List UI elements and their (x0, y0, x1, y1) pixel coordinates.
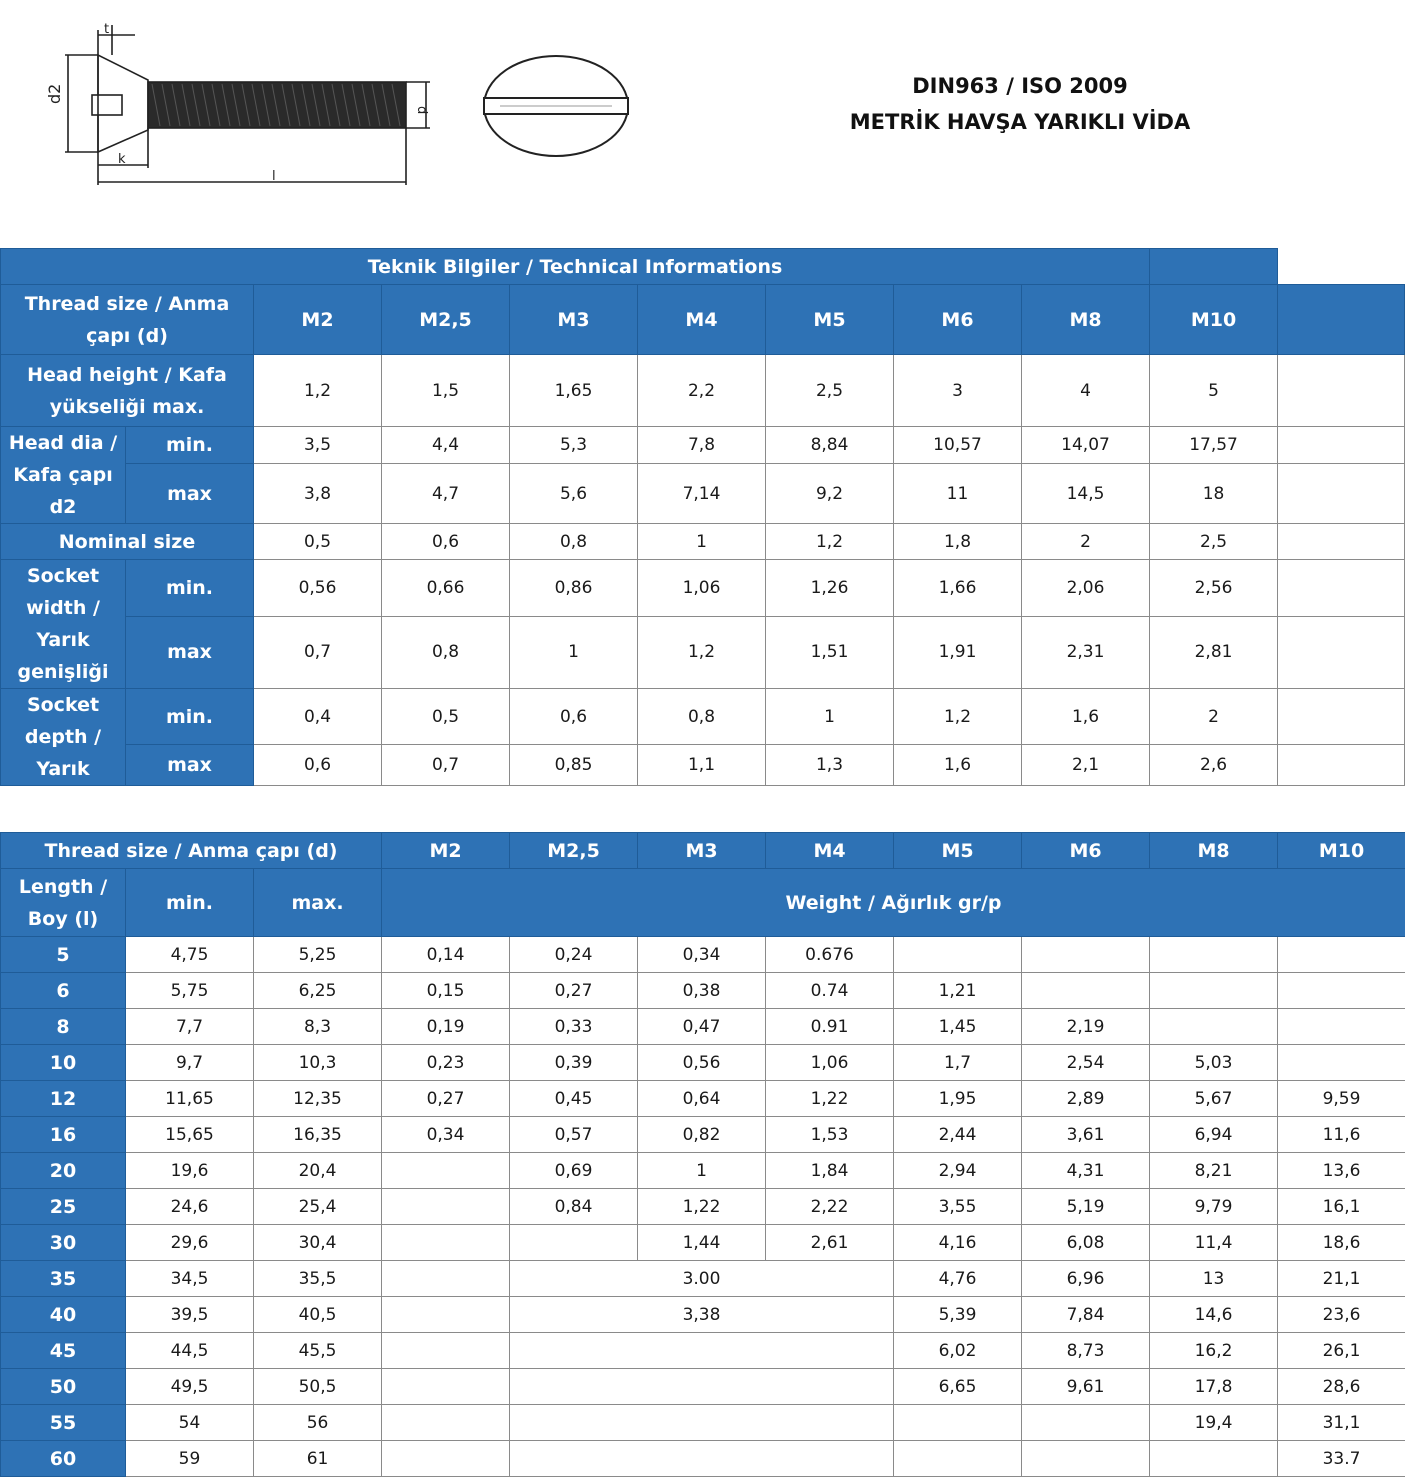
table-cell: 3,61 (1022, 1117, 1150, 1153)
table-cell: 8,84 (766, 427, 894, 464)
table-cell (1278, 1009, 1405, 1045)
table-cell: 11,6 (1278, 1117, 1405, 1153)
table-cell: 0,27 (510, 973, 638, 1009)
table-cell: 31,1 (1278, 1405, 1405, 1441)
product-title: METRİK HAVŞA YARIKLI VİDA (820, 104, 1220, 140)
table-cell: 4 (1022, 355, 1150, 427)
table-cell: 34,5 (126, 1261, 254, 1297)
table-cell: 5,67 (1150, 1081, 1278, 1117)
table-cell: 1,84 (766, 1153, 894, 1189)
table-cell (382, 1261, 510, 1297)
min-label: min. (126, 869, 254, 937)
size-header: M10 (1150, 285, 1278, 355)
table-cell (510, 1369, 894, 1405)
table-cell: 1,66 (894, 560, 1022, 617)
length-cell: 5 (1, 937, 126, 973)
table-cell: 0,56 (254, 560, 382, 617)
table-cell: 7,84 (1022, 1297, 1150, 1333)
size-header: M5 (894, 833, 1022, 869)
table-cell: 0,8 (382, 616, 510, 688)
table-cell (510, 1225, 638, 1261)
table-cell: 0,14 (382, 937, 510, 973)
table-cell: 13,6 (1278, 1153, 1405, 1189)
table-cell: 19,6 (126, 1153, 254, 1189)
table-cell: 0,27 (382, 1081, 510, 1117)
table-cell: 1,06 (638, 560, 766, 617)
table-cell (382, 1225, 510, 1261)
table-cell (382, 1441, 510, 1477)
weight-table (0, 832, 1405, 1477)
table-cell: 24,6 (126, 1189, 254, 1225)
table-cell: 28,6 (1278, 1369, 1405, 1405)
table-cell: 1,06 (766, 1045, 894, 1081)
table-cell: 9,7 (126, 1045, 254, 1081)
size-header: M6 (1022, 833, 1150, 869)
length-cell: 55 (1, 1405, 126, 1441)
length-cell: 60 (1, 1441, 126, 1477)
length-cell: 10 (1, 1045, 126, 1081)
table-cell: 0,34 (638, 937, 766, 973)
max-label: max. (254, 869, 382, 937)
nominal-row (1, 524, 1405, 560)
title-block (820, 68, 1220, 140)
table-cell: 6,08 (1022, 1225, 1150, 1261)
table-cell: 0,4 (254, 689, 382, 745)
tech-banner-extra (1150, 249, 1278, 285)
table-cell: 0,85 (510, 745, 638, 786)
table-cell: 2,6 (1150, 745, 1278, 786)
table-cell (1278, 689, 1405, 745)
table-cell: 2,31 (1022, 616, 1150, 688)
table-cell: 1,44 (638, 1225, 766, 1261)
size-header: M2 (382, 833, 510, 869)
table-cell: 0,23 (382, 1045, 510, 1081)
weight-row (1, 1441, 1405, 1477)
nominal-label: Nominal size (1, 524, 254, 560)
table-cell: 6,02 (894, 1333, 1022, 1369)
max-label: max (126, 464, 254, 524)
weight-row (1, 1369, 1405, 1405)
tech-size-row (1, 285, 1405, 355)
table-cell: 18 (1150, 464, 1278, 524)
table-cell (1278, 937, 1405, 973)
table-cell: 5,3 (510, 427, 638, 464)
table-cell: 1,1 (638, 745, 766, 786)
socket-width-min-row (1, 560, 1405, 617)
table-cell (1278, 464, 1405, 524)
table-cell: 19,4 (1150, 1405, 1278, 1441)
table-cell: 5,6 (510, 464, 638, 524)
table-cell: 0,57 (510, 1117, 638, 1153)
table-cell: 11,4 (1150, 1225, 1278, 1261)
table-cell: 9,61 (1022, 1369, 1150, 1405)
table-cell: 0,5 (254, 524, 382, 560)
table-cell: 6,65 (894, 1369, 1022, 1405)
table-cell: 23,6 (1278, 1297, 1405, 1333)
size-header: M5 (766, 285, 894, 355)
table-cell: 2,89 (1022, 1081, 1150, 1117)
table-cell: 7,8 (638, 427, 766, 464)
table-cell: 1 (766, 689, 894, 745)
table-cell: 2,5 (1150, 524, 1278, 560)
table-cell: 8,73 (1022, 1333, 1150, 1369)
head-dia-max-row (1, 464, 1405, 524)
weight-thread-label: Thread size / Anma çapı (d) (1, 833, 382, 869)
length-cell: 16 (1, 1117, 126, 1153)
weight-row (1, 1405, 1405, 1441)
table-cell (1022, 937, 1150, 973)
table-cell: 0.676 (766, 937, 894, 973)
length-cell: 8 (1, 1009, 126, 1045)
table-cell: 15,65 (126, 1117, 254, 1153)
table-cell: 2,06 (1022, 560, 1150, 617)
weight-row (1, 1261, 1405, 1297)
max-label: max (126, 616, 254, 688)
label-t: t (104, 22, 109, 37)
table-cell: 0,6 (382, 524, 510, 560)
thread-size-label: Thread size / Anma çapı (d) (1, 285, 254, 355)
table-cell: 45,5 (254, 1333, 382, 1369)
length-cell: 45 (1, 1333, 126, 1369)
table-cell: 50,5 (254, 1369, 382, 1405)
size-header: M2,5 (510, 833, 638, 869)
length-cell: 20 (1, 1153, 126, 1189)
table-cell: 0,7 (382, 745, 510, 786)
table-cell: 0,86 (510, 560, 638, 617)
socket-width-max-row (1, 616, 1405, 688)
table-cell: 14,07 (1022, 427, 1150, 464)
table-cell: 39,5 (126, 1297, 254, 1333)
table-cell: 0,8 (638, 689, 766, 745)
table-cell: 1,6 (1022, 689, 1150, 745)
table-cell: 2,44 (894, 1117, 1022, 1153)
table-cell: 2 (1150, 689, 1278, 745)
table-cell: 0,38 (638, 973, 766, 1009)
min-label: min. (126, 689, 254, 745)
table-cell: 7,7 (126, 1009, 254, 1045)
technical-table (0, 248, 1405, 786)
table-cell: 4,7 (382, 464, 510, 524)
table-cell: 5 (1150, 355, 1278, 427)
table-cell: 2,5 (766, 355, 894, 427)
table-cell: 2,22 (766, 1189, 894, 1225)
table-cell (382, 1369, 510, 1405)
table-cell: 1,5 (382, 355, 510, 427)
table-cell: 8,3 (254, 1009, 382, 1045)
table-cell: 2,19 (1022, 1009, 1150, 1045)
table-cell: 1 (638, 1153, 766, 1189)
min-label: min. (126, 560, 254, 617)
head-height-row (1, 355, 1405, 427)
table-cell: 0,7 (254, 616, 382, 688)
table-cell: 5,25 (254, 937, 382, 973)
size-header: M3 (638, 833, 766, 869)
size-header: M4 (766, 833, 894, 869)
table-cell: 2,94 (894, 1153, 1022, 1189)
table-cell: 0,84 (510, 1189, 638, 1225)
table-cell: 4,76 (894, 1261, 1022, 1297)
table-cell: 0,5 (382, 689, 510, 745)
head-height-label: Head height / Kafa yükseliği max. (1, 355, 254, 427)
table-cell (1150, 973, 1278, 1009)
table-cell: 9,2 (766, 464, 894, 524)
table-cell (510, 1405, 894, 1441)
table-cell: 10,3 (254, 1045, 382, 1081)
weight-row (1, 1081, 1405, 1117)
table-cell: 1,8 (894, 524, 1022, 560)
table-cell: 1,91 (894, 616, 1022, 688)
table-cell: 16,2 (1150, 1333, 1278, 1369)
table-cell (382, 1405, 510, 1441)
label-k: k (118, 152, 126, 167)
table-cell: 54 (126, 1405, 254, 1441)
table-cell: 9,79 (1150, 1189, 1278, 1225)
table-cell: 5,19 (1022, 1189, 1150, 1225)
table-cell (1278, 560, 1405, 617)
table-cell: 5,75 (126, 973, 254, 1009)
table-cell: 8,21 (1150, 1153, 1278, 1189)
table-cell: 1,45 (894, 1009, 1022, 1045)
table-cell: 5,39 (894, 1297, 1022, 1333)
weight-row (1, 1045, 1405, 1081)
table-cell: 3.00 (510, 1261, 894, 1297)
table-cell: 0.91 (766, 1009, 894, 1045)
table-cell: 2,2 (638, 355, 766, 427)
table-cell: 1,2 (638, 616, 766, 688)
table-cell: 5,03 (1150, 1045, 1278, 1081)
table-cell: 16,35 (254, 1117, 382, 1153)
weight-row (1, 1189, 1405, 1225)
table-cell: 11 (894, 464, 1022, 524)
table-cell: 17,57 (1150, 427, 1278, 464)
table-cell: 1,95 (894, 1081, 1022, 1117)
table-cell: 0,6 (254, 745, 382, 786)
label-l: l (272, 169, 276, 184)
table-cell (1278, 1045, 1405, 1081)
table-cell: 0,47 (638, 1009, 766, 1045)
table-cell: 0,82 (638, 1117, 766, 1153)
table-cell: 0,45 (510, 1081, 638, 1117)
weight-row (1, 973, 1405, 1009)
table-cell: 3,5 (254, 427, 382, 464)
table-cell: 2,81 (1150, 616, 1278, 688)
size-header: M10 (1278, 833, 1405, 869)
tech-banner (1, 249, 1150, 285)
table-cell: 18,6 (1278, 1225, 1405, 1261)
label-d: d (414, 106, 429, 114)
socket-depth-min-row (1, 689, 1405, 745)
table-cell: 40,5 (254, 1297, 382, 1333)
table-cell (1278, 355, 1405, 427)
table-cell (1278, 616, 1405, 688)
table-cell: 4,4 (382, 427, 510, 464)
table-cell (382, 1297, 510, 1333)
table-cell (1278, 745, 1405, 786)
length-cell: 12 (1, 1081, 126, 1117)
table-cell: 1,51 (766, 616, 894, 688)
tech-banner-tr: Teknik Bilgiler (368, 256, 520, 278)
table-cell: 0,66 (382, 560, 510, 617)
table-cell (894, 1405, 1022, 1441)
table-cell: 6,25 (254, 973, 382, 1009)
table-cell (1278, 973, 1405, 1009)
socket-depth-max-row (1, 745, 1405, 786)
length-cell: 25 (1, 1189, 126, 1225)
length-cell: 6 (1, 973, 126, 1009)
table-cell: 1,6 (894, 745, 1022, 786)
table-cell: 6,96 (1022, 1261, 1150, 1297)
table-cell: 25,4 (254, 1189, 382, 1225)
table-cell: 61 (254, 1441, 382, 1477)
table-cell: 17,8 (1150, 1369, 1278, 1405)
table-cell (510, 1333, 894, 1369)
table-cell (1150, 937, 1278, 973)
table-cell: 2,56 (1150, 560, 1278, 617)
table-cell: 16,1 (1278, 1189, 1405, 1225)
table-cell: 0,8 (510, 524, 638, 560)
table-cell: 30,4 (254, 1225, 382, 1261)
table-cell: 0,33 (510, 1009, 638, 1045)
table-cell: 0,34 (382, 1117, 510, 1153)
table-cell: 2,54 (1022, 1045, 1150, 1081)
table-cell (1022, 1405, 1150, 1441)
table-cell: 29,6 (126, 1225, 254, 1261)
table-cell: 10,57 (894, 427, 1022, 464)
table-cell: 21,1 (1278, 1261, 1405, 1297)
weight-row (1, 1117, 1405, 1153)
table-cell: 1 (638, 524, 766, 560)
size-header: M8 (1150, 833, 1278, 869)
table-cell: 35,5 (254, 1261, 382, 1297)
max-label: max (126, 745, 254, 786)
table-cell (1278, 524, 1405, 560)
size-header: M6 (894, 285, 1022, 355)
table-cell (1150, 1009, 1278, 1045)
table-cell: 0,6 (510, 689, 638, 745)
table-cell: 0,15 (382, 973, 510, 1009)
table-cell: 1,65 (510, 355, 638, 427)
table-cell: 3,8 (254, 464, 382, 524)
table-cell: 1,22 (766, 1081, 894, 1117)
table-cell: 1,21 (894, 973, 1022, 1009)
size-header: M3 (510, 285, 638, 355)
table-cell: 6,94 (1150, 1117, 1278, 1153)
weight-row (1, 1153, 1405, 1189)
table-cell (1022, 973, 1150, 1009)
table-cell (894, 937, 1022, 973)
table-cell: 4,75 (126, 937, 254, 973)
table-cell: 1,3 (766, 745, 894, 786)
length-cell: 35 (1, 1261, 126, 1297)
standard-title: DIN963 / ISO 2009 (820, 68, 1220, 104)
table-cell: 11,65 (126, 1081, 254, 1117)
table-cell: 3 (894, 355, 1022, 427)
min-label: min. (126, 427, 254, 464)
table-cell (1022, 1441, 1150, 1477)
table-cell (382, 1333, 510, 1369)
length-label: Length / Boy (l) (1, 869, 126, 937)
table-cell: 1 (510, 616, 638, 688)
table-cell (510, 1441, 894, 1477)
table-cell: 0,39 (510, 1045, 638, 1081)
label-d2: d2 (45, 84, 64, 104)
table-cell: 0.74 (766, 973, 894, 1009)
size-header: M2 (254, 285, 382, 355)
table-cell: 3,55 (894, 1189, 1022, 1225)
size-header: M2,5 (382, 285, 510, 355)
table-cell: 4,16 (894, 1225, 1022, 1261)
table-cell: 59 (126, 1441, 254, 1477)
table-cell: 2,1 (1022, 745, 1150, 786)
socket-depth-label: Socket depth / Yarık (1, 689, 126, 786)
length-cell: 50 (1, 1369, 126, 1405)
weight-row (1, 1009, 1405, 1045)
tech-banner-en: / Technical Informations (526, 256, 782, 278)
table-cell: 1,7 (894, 1045, 1022, 1081)
table-cell: 1,53 (766, 1117, 894, 1153)
size-header: M4 (638, 285, 766, 355)
table-cell: 0,64 (638, 1081, 766, 1117)
table-cell: 14,5 (1022, 464, 1150, 524)
table-cell: 0,56 (638, 1045, 766, 1081)
socket-width-label: Socket width / Yarık genişliği (1, 560, 126, 689)
head-dia-min-row (1, 427, 1405, 464)
length-cell: 40 (1, 1297, 126, 1333)
table-cell: 33.7 (1278, 1441, 1405, 1477)
table-cell (1278, 427, 1405, 464)
weight-header-row (1, 869, 1405, 937)
table-cell: 0,19 (382, 1009, 510, 1045)
size-header: M8 (1022, 285, 1150, 355)
size-header-extra (1278, 285, 1405, 355)
table-cell: 1,2 (894, 689, 1022, 745)
table-cell: 1,22 (638, 1189, 766, 1225)
weight-row (1, 1297, 1405, 1333)
length-cell: 30 (1, 1225, 126, 1261)
table-cell: 3,38 (510, 1297, 894, 1333)
table-cell: 0,24 (510, 937, 638, 973)
table-cell (894, 1441, 1022, 1477)
table-cell: 49,5 (126, 1369, 254, 1405)
table-cell: 14,6 (1150, 1297, 1278, 1333)
weight-row (1, 1225, 1405, 1261)
table-cell: 56 (254, 1405, 382, 1441)
table-cell: 7,14 (638, 464, 766, 524)
weight-row (1, 1333, 1405, 1369)
table-cell: 2,61 (766, 1225, 894, 1261)
table-cell: 1,26 (766, 560, 894, 617)
table-cell: 4,31 (1022, 1153, 1150, 1189)
table-cell (382, 1153, 510, 1189)
table-cell: 1,2 (766, 524, 894, 560)
table-cell: 0,69 (510, 1153, 638, 1189)
table-cell: 26,1 (1278, 1333, 1405, 1369)
table-cell (382, 1189, 510, 1225)
weight-row (1, 937, 1405, 973)
table-cell: 44,5 (126, 1333, 254, 1369)
table-cell (1150, 1441, 1278, 1477)
table-cell: 20,4 (254, 1153, 382, 1189)
table-cell: 9,59 (1278, 1081, 1405, 1117)
weight-size-row (1, 833, 1405, 869)
table-cell: 1,2 (254, 355, 382, 427)
table-cell: 13 (1150, 1261, 1278, 1297)
head-dia-label: Head dia / Kafa çapı d2 (1, 427, 126, 524)
table-cell: 12,35 (254, 1081, 382, 1117)
table-cell: 2 (1022, 524, 1150, 560)
weight-label: Weight / Ağırlık gr/p (382, 869, 1405, 937)
